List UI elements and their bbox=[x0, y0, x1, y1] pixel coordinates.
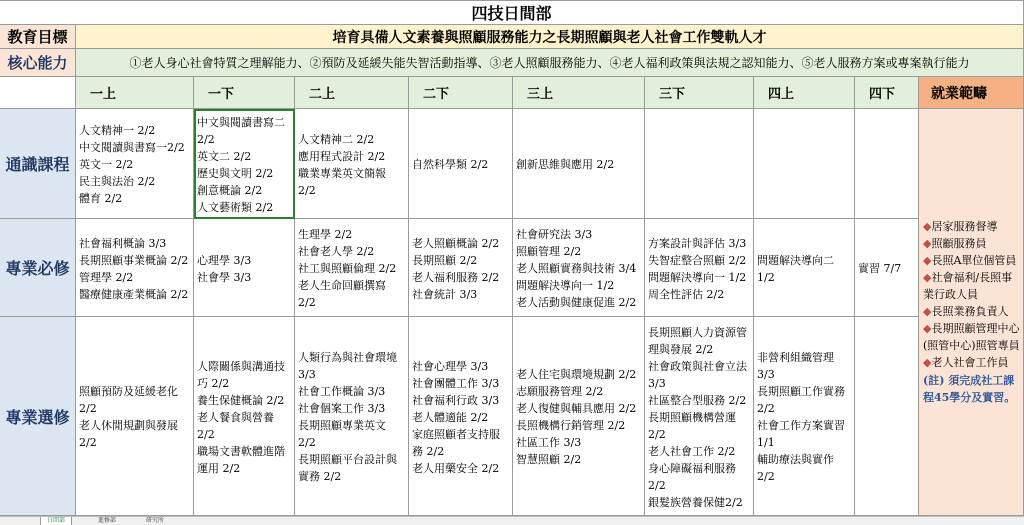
employment-cell[interactable] bbox=[919, 109, 1024, 516]
course-line: 運用 2/2 bbox=[197, 461, 241, 475]
course-cell[interactable] bbox=[645, 109, 754, 219]
course-line: 創意概論 2/2 bbox=[197, 183, 263, 197]
employment-item-label: 照顧服務員 bbox=[931, 237, 987, 250]
employment-item bbox=[923, 252, 1021, 269]
employment-item-label: 長照業務負責人 bbox=[931, 305, 1009, 318]
sem-header-8[interactable]: 四下 bbox=[855, 77, 919, 109]
course-cell[interactable] bbox=[409, 109, 513, 219]
course-line: 實習 7/7 bbox=[858, 262, 902, 275]
course-cell[interactable] bbox=[855, 219, 919, 317]
course-line: 務 2/2 bbox=[412, 444, 445, 458]
course-line: 社會老人學 2/2 bbox=[298, 245, 375, 258]
course-line: 長期照顧平台設計與 bbox=[298, 453, 397, 466]
course-line: 人文藝術類 2/2 bbox=[197, 200, 274, 214]
course-line: 應用程式設計 2/2 bbox=[298, 149, 386, 163]
course-line: 人類行為與社會環境 bbox=[298, 351, 397, 364]
course-line: 方案設計與評估 3/3 bbox=[648, 236, 747, 250]
diamond-bullet-icon: ◆ bbox=[923, 305, 932, 318]
course-line: 1/2 bbox=[757, 270, 775, 284]
course-line: 失智症整合照顧 2/2 bbox=[648, 253, 747, 267]
course-cell[interactable] bbox=[295, 219, 409, 317]
sheet-tab-evening[interactable]: 進修部 bbox=[98, 517, 117, 524]
course-line: 2/2 bbox=[298, 436, 316, 449]
course-line: 中文與閱讀書寫二 bbox=[197, 115, 285, 129]
corner-cell[interactable] bbox=[0, 77, 76, 109]
course-line: 中文閱讀與書寫一2/2 bbox=[79, 141, 185, 154]
course-line: 社區工作 3/3 bbox=[516, 436, 582, 449]
course-line: 周全性評估 2/2 bbox=[648, 287, 725, 301]
course-line: 老人照顧概論 2/2 bbox=[412, 236, 500, 250]
course-line: 老人用藥安全 2/2 bbox=[412, 461, 500, 475]
course-cell[interactable] bbox=[76, 109, 194, 219]
course-line: 社會工作概論 3/3 bbox=[298, 385, 386, 398]
course-line: 社工與照顧倫理 2/2 bbox=[298, 262, 397, 275]
course-line: 實務 2/2 bbox=[298, 470, 342, 483]
course-line: 老人活動與健康促進 2/2 bbox=[516, 296, 637, 309]
sheet-tab-day[interactable]: 日間部 bbox=[40, 517, 72, 525]
sem-header-1[interactable]: 一上 bbox=[76, 77, 194, 109]
course-line: 老人餐食與營養 bbox=[197, 410, 274, 424]
course-cell[interactable] bbox=[855, 317, 919, 516]
course-line: 長期照顧機構營運 bbox=[648, 410, 736, 424]
course-line: 長期照顧事業概論 2/2 bbox=[79, 253, 189, 267]
row-label-required[interactable]: 專業必修 bbox=[0, 219, 76, 317]
course-line: 老人休閒規劃與發展 bbox=[79, 419, 178, 432]
course-line: 2/2 bbox=[757, 470, 775, 483]
course-line: 創新思維與應用 2/2 bbox=[516, 158, 615, 171]
course-line: 智慧照顧 2/2 bbox=[516, 453, 582, 466]
course-cell[interactable] bbox=[76, 317, 194, 516]
course-line: 2/2 bbox=[757, 402, 775, 415]
course-line: 職場文書軟體進階 bbox=[197, 444, 285, 458]
course-line: 長期照顧工作實務 bbox=[757, 385, 845, 398]
course-line: 問題解決導向一 1/2 bbox=[516, 279, 615, 292]
diamond-bullet-icon: ◆ bbox=[923, 220, 932, 233]
course-line: 照顧管理 2/2 bbox=[516, 245, 582, 258]
employment-item bbox=[923, 320, 1021, 354]
employment-item bbox=[923, 269, 1021, 303]
course-line: 銀髮族營養保健2/2 bbox=[648, 495, 743, 509]
course-line: 2/2 bbox=[648, 427, 666, 441]
course-line: 社會福利概論 3/3 bbox=[79, 236, 167, 250]
course-cell[interactable] bbox=[754, 317, 855, 516]
row-label-elective[interactable]: 專業選修 bbox=[0, 317, 76, 516]
course-line: 社會心理學 3/3 bbox=[412, 359, 489, 373]
course-line: 巧 2/2 bbox=[197, 376, 230, 390]
course-line: 老人體適能 2/2 bbox=[412, 410, 489, 424]
employment-item-label: 長期照顧管理中心(照管中心)照管專員 bbox=[923, 322, 1020, 352]
diamond-bullet-icon: ◆ bbox=[923, 271, 932, 284]
course-line: 自然科學類 2/2 bbox=[412, 158, 489, 171]
course-line: 社會政策與社會立法 bbox=[648, 359, 747, 373]
course-line: 老人復健與輔具應用 2/2 bbox=[516, 402, 637, 415]
course-line: 社會學 3/3 bbox=[197, 270, 252, 284]
course-line: 問題解決導向一 1/2 bbox=[648, 270, 747, 284]
course-cell[interactable] bbox=[194, 219, 295, 317]
sem-header-5[interactable]: 三上 bbox=[513, 77, 645, 109]
course-line: 民主與法治 2/2 bbox=[79, 175, 156, 188]
course-line: 2/2 bbox=[298, 296, 316, 309]
course-line: 長照機構行銷管理 2/2 bbox=[516, 419, 626, 432]
course-cell[interactable] bbox=[645, 219, 754, 317]
course-line: 老人福利服務 2/2 bbox=[412, 270, 500, 284]
course-line: 2/2 bbox=[197, 427, 215, 441]
course-line: 歷史與文明 2/2 bbox=[197, 166, 274, 180]
course-line: 老人社會工作 2/2 bbox=[648, 444, 736, 458]
course-line: 問題解決導向二 bbox=[757, 253, 834, 267]
course-cell[interactable] bbox=[513, 109, 645, 219]
course-cell[interactable] bbox=[194, 109, 295, 219]
employment-item-label: 老人社會工作員 bbox=[931, 356, 1009, 369]
course-line: 管理學 2/2 bbox=[79, 270, 134, 284]
course-cell[interactable] bbox=[76, 219, 194, 317]
course-line: 人文精神一 2/2 bbox=[79, 124, 156, 137]
course-line: 老人生命回顧撰寫 bbox=[298, 279, 386, 292]
course-cell[interactable] bbox=[194, 317, 295, 516]
employment-item bbox=[923, 354, 1021, 371]
course-line: 3/3 bbox=[648, 376, 666, 390]
goal-text[interactable]: 培育具備人文素養與照顧服務能力之長期照顧與老人社會工作雙軌人才 bbox=[76, 25, 1024, 49]
employment-header[interactable]: 就業範疇 bbox=[919, 77, 1024, 109]
course-line: 長期照顧專業英文 bbox=[298, 419, 386, 432]
course-cell[interactable] bbox=[513, 219, 645, 317]
course-line: 養生保健概論 2/2 bbox=[197, 393, 285, 407]
course-line: 志願服務管理 2/2 bbox=[516, 385, 604, 398]
course-cell[interactable] bbox=[409, 317, 513, 516]
course-line: 照顧預防及延緩老化 bbox=[79, 385, 178, 398]
course-line: 長期照顧人力資源管 bbox=[648, 325, 747, 339]
course-line: 1/1 bbox=[757, 436, 775, 449]
course-line: 社會研究法 3/3 bbox=[516, 228, 593, 241]
course-line: 社會統計 3/3 bbox=[412, 287, 478, 301]
course-line: 老人照顧實務與技術 3/4 bbox=[516, 262, 637, 275]
diamond-bullet-icon: ◆ bbox=[923, 322, 932, 335]
course-line: 人文精神二 2/2 bbox=[298, 132, 375, 146]
employment-item-label: 居家服務督導 bbox=[931, 220, 998, 233]
sheet-tab-graduate[interactable]: 研究所 bbox=[146, 517, 165, 524]
course-line: 2/2 bbox=[298, 183, 316, 197]
goal-label[interactable]: 教育目標 bbox=[0, 25, 76, 49]
course-cell[interactable] bbox=[754, 219, 855, 317]
course-cell[interactable] bbox=[295, 109, 409, 219]
course-line: 輔助療法與實作 bbox=[757, 453, 834, 466]
course-cell[interactable] bbox=[645, 317, 754, 516]
diamond-bullet-icon: ◆ bbox=[923, 356, 932, 369]
course-line: 2/2 bbox=[197, 132, 215, 146]
sem-header-2[interactable]: 一下 bbox=[194, 77, 295, 109]
core-text[interactable]: ①老人身心社會特質之理解能力、②預防及延緩失能失智活動指導、③老人照顧服務能力、④老人福利政策與法規之認知能力、⑤老人服務方案或專案執行能力 bbox=[76, 49, 1024, 77]
diamond-bullet-icon: ◆ bbox=[923, 254, 932, 267]
course-line: 2/2 bbox=[648, 478, 666, 492]
core-label[interactable]: 核心能力 bbox=[0, 49, 76, 77]
course-line: 人際關係與溝通技 bbox=[197, 359, 285, 373]
employment-item-label: 長照A單位個管員 bbox=[931, 254, 1017, 267]
course-line: 3/3 bbox=[757, 368, 775, 381]
course-line: 社會團體工作 3/3 bbox=[412, 376, 500, 390]
course-line: 生理學 2/2 bbox=[298, 228, 353, 241]
course-line: 理與發展 2/2 bbox=[648, 342, 714, 356]
course-cell[interactable] bbox=[295, 317, 409, 516]
course-cell[interactable] bbox=[513, 317, 645, 516]
course-line: 醫療健康產業概論 2/2 bbox=[79, 287, 189, 301]
course-line: 體育 2/2 bbox=[79, 192, 123, 205]
sem-header-4[interactable]: 二下 bbox=[409, 77, 513, 109]
course-line: 身心障礙福利服務 bbox=[648, 461, 736, 475]
course-line: 社會工作方案實習 bbox=[757, 419, 845, 432]
employment-item bbox=[923, 303, 1021, 320]
course-line: 心理學 3/3 bbox=[197, 253, 252, 267]
course-line: 老人住宅與環境規劃 2/2 bbox=[516, 368, 637, 381]
course-line: 2/2 bbox=[79, 402, 97, 415]
course-cell[interactable] bbox=[409, 219, 513, 317]
course-line: 家庭照顧者支持服 bbox=[412, 427, 500, 441]
course-line: 長期照顧 2/2 bbox=[412, 253, 478, 267]
course-cell[interactable] bbox=[754, 109, 855, 219]
diamond-bullet-icon: ◆ bbox=[923, 237, 932, 250]
sheet-title[interactable]: 四技日間部 bbox=[0, 0, 1024, 25]
employment-item bbox=[923, 218, 1021, 235]
course-cell[interactable] bbox=[855, 109, 919, 219]
employment-note: (註) 須完成社工課程45學分及實習。 bbox=[923, 374, 1016, 404]
course-line: 社會個案工作 3/3 bbox=[298, 402, 386, 415]
employment-item bbox=[923, 235, 1021, 252]
sem-header-6[interactable]: 三下 bbox=[645, 77, 754, 109]
course-line: 3/3 bbox=[298, 368, 316, 381]
course-line: 社區整合型服務 2/2 bbox=[648, 393, 747, 407]
course-line: 職業專業英文簡報 bbox=[298, 166, 386, 180]
course-line: 英文二 2/2 bbox=[197, 149, 252, 163]
employment-item-label: 社會福利/長照事業行政人員 bbox=[923, 271, 1013, 301]
row-label-general[interactable]: 通識課程 bbox=[0, 109, 76, 219]
course-line: 英文一 2/2 bbox=[79, 158, 134, 171]
sem-header-7[interactable]: 四上 bbox=[754, 77, 855, 109]
sem-header-3[interactable]: 二上 bbox=[295, 77, 409, 109]
course-line: 非營利組織管理 bbox=[757, 351, 834, 364]
course-line: 2/2 bbox=[79, 436, 97, 449]
course-line: 社會福利行政 3/3 bbox=[412, 393, 500, 407]
